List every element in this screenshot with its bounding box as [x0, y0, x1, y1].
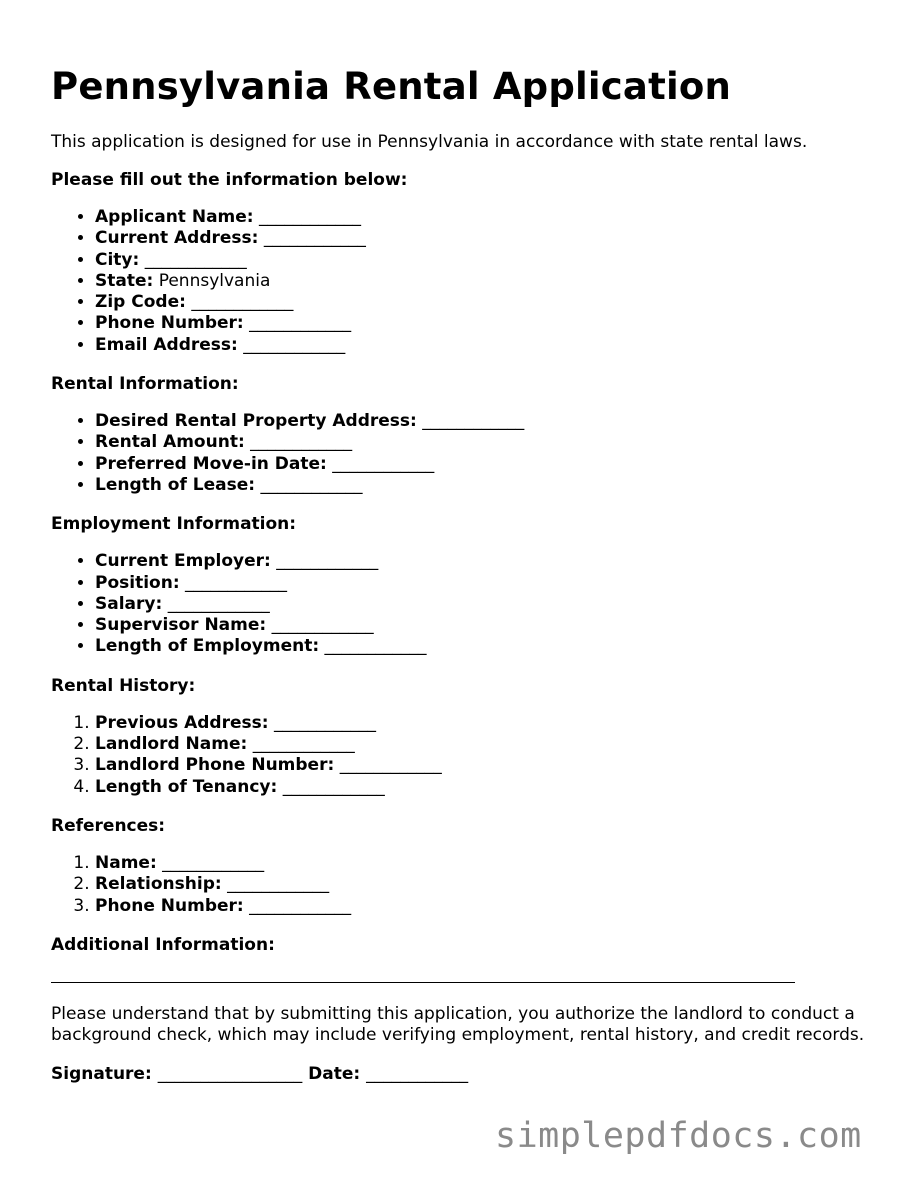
field-label: Length of Employment:	[95, 636, 320, 657]
field-label: Salary:	[95, 593, 163, 614]
list-item	[95, 636, 881, 657]
list-item	[95, 411, 881, 432]
list-item	[95, 335, 881, 356]
property-address-blank[interactable]: ____________	[422, 411, 525, 432]
list-item	[95, 777, 881, 798]
field-label: City:	[95, 249, 140, 270]
field-label: Supervisor Name:	[95, 615, 267, 636]
employment-length-blank[interactable]: ____________	[324, 636, 427, 657]
list-item	[95, 228, 881, 249]
field-label: Position:	[95, 572, 180, 593]
field-label: Current Address:	[95, 228, 259, 249]
tenancy-length-blank[interactable]: ____________	[282, 776, 385, 797]
list-item	[95, 313, 881, 334]
field-label: Desired Rental Property Address:	[95, 411, 417, 432]
list-item	[95, 874, 881, 895]
list-item	[95, 896, 881, 917]
field-label: Length of Tenancy:	[95, 776, 278, 797]
field-label: Zip Code:	[95, 292, 186, 313]
history-section-heading: Rental History:	[51, 675, 196, 696]
landlord-name-blank[interactable]: ____________	[252, 734, 355, 755]
field-label: Relationship:	[95, 874, 222, 895]
list-item	[95, 573, 881, 594]
current-address-blank[interactable]: ____________	[263, 228, 366, 249]
reference-name-blank[interactable]: ____________	[162, 852, 265, 873]
reference-relationship-blank[interactable]: ____________	[227, 874, 330, 895]
field-label: Phone Number:	[95, 313, 244, 334]
list-item	[95, 551, 881, 572]
field-label: Current Employer:	[95, 551, 271, 572]
list-item	[95, 853, 881, 874]
salary-blank[interactable]: ____________	[167, 593, 270, 614]
intro-text: This application is designed for use in Pennsylvania in accordance with state rental laws.	[51, 132, 808, 152]
move-in-date-blank[interactable]: ____________	[332, 453, 435, 474]
date-blank[interactable]: ____________	[366, 1063, 469, 1084]
list-item	[95, 734, 881, 755]
applicant-name-blank[interactable]: ____________	[259, 207, 361, 227]
list-item	[95, 292, 881, 313]
applicant-field-list	[51, 207, 881, 356]
list-item	[95, 475, 881, 496]
page-title: Pennsylvania Rental Application	[51, 65, 732, 108]
city-blank[interactable]: ____________	[144, 249, 247, 270]
email-address-blank[interactable]: ____________	[243, 334, 346, 355]
applicant-section-heading: Please fill out the information below:	[51, 170, 408, 190]
previous-address-blank[interactable]: ____________	[273, 712, 376, 733]
field-label: Phone Number:	[95, 895, 244, 916]
list-item	[95, 271, 881, 292]
date-label: Date:	[308, 1063, 361, 1084]
phone-number-blank[interactable]: ____________	[249, 313, 352, 334]
list-item	[95, 454, 881, 475]
landlord-phone-blank[interactable]: ____________	[339, 755, 442, 776]
watermark: simplepdfdocs.com	[495, 1116, 862, 1156]
authorization-notice: Please understand that by submitting this application, you authorize the landlord to conduct a background check, which may include verifying employment, rental history, and credit records.	[51, 1003, 865, 1046]
list-item	[95, 207, 881, 228]
current-employer-blank[interactable]: ____________	[276, 551, 379, 572]
list-item	[95, 594, 881, 615]
supervisor-name-blank[interactable]: ____________	[271, 615, 374, 636]
list-item	[95, 615, 881, 636]
state-value: Pennsylvania	[158, 270, 271, 291]
field-label: Landlord Name:	[95, 734, 248, 755]
field-label: Previous Address:	[95, 712, 269, 733]
signature-label: Signature:	[51, 1063, 152, 1084]
lease-length-blank[interactable]: ____________	[260, 474, 363, 495]
list-item	[95, 755, 881, 776]
rental-amount-blank[interactable]: ____________	[250, 432, 353, 453]
field-label: Rental Amount:	[95, 432, 245, 453]
references-field-list	[51, 853, 881, 917]
signature-blank[interactable]: _________________	[157, 1063, 303, 1084]
document-page	[51, 62, 881, 1085]
reference-phone-blank[interactable]: ____________	[249, 895, 352, 916]
references-section-heading: References:	[51, 815, 166, 836]
history-field-list	[51, 713, 881, 798]
signature-row	[51, 1063, 881, 1085]
field-label: Applicant Name:	[95, 207, 254, 227]
field-label: Length of Lease:	[95, 474, 256, 495]
list-item	[95, 250, 881, 271]
field-label: Email Address:	[95, 334, 238, 355]
list-item	[95, 713, 881, 734]
rental-section-heading: Rental Information:	[51, 374, 239, 395]
zip-code-blank[interactable]: ____________	[191, 292, 294, 313]
position-blank[interactable]: ____________	[185, 572, 288, 593]
list-item	[95, 432, 881, 453]
rental-field-list	[51, 411, 881, 496]
field-label: Preferred Move-in Date:	[95, 453, 327, 474]
field-label: State:	[95, 270, 154, 291]
employment-section-heading: Employment Information:	[51, 514, 297, 535]
field-label: Landlord Phone Number:	[95, 755, 335, 776]
employment-field-list	[51, 551, 881, 657]
additional-section-heading: Additional Information:	[51, 934, 275, 955]
additional-info-line[interactable]	[51, 982, 795, 983]
field-label: Name:	[95, 852, 157, 873]
